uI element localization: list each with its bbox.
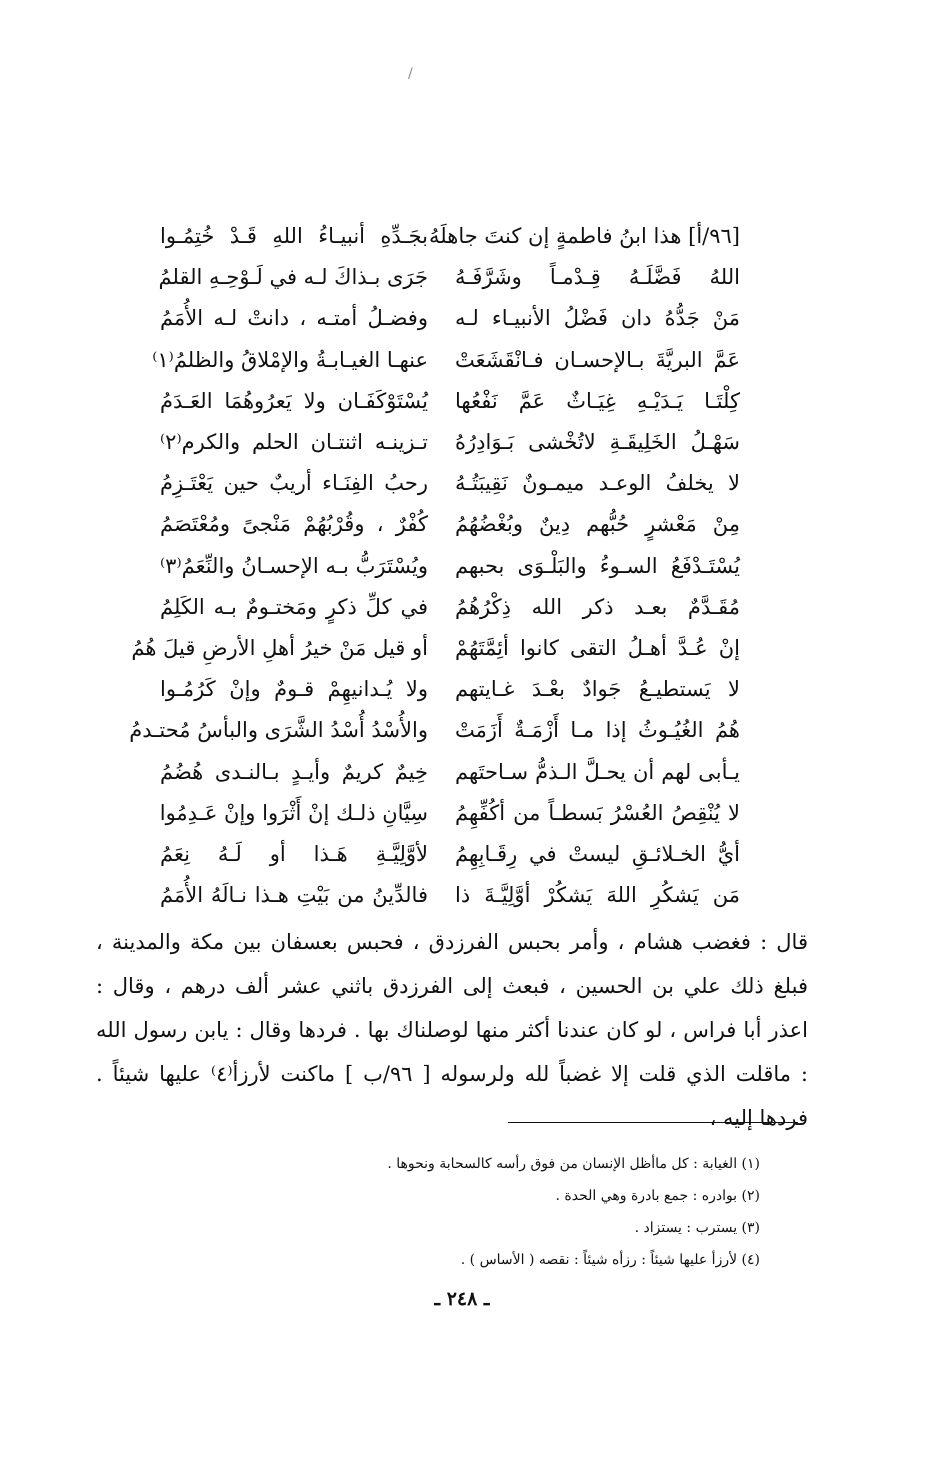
verse-second-hemistich: يُسْتَوْكَفَـان ولا يَعرُوهُمَا العَـدَمُ bbox=[160, 388, 428, 413]
verse-first-hemistich: اللهُ فَضَّلَـهُ قِـدْمـاً وشَرَّفَـهُ bbox=[455, 265, 740, 290]
verse-second-hemistich: خِيمٌ كريمٌ وأيـدٍ بـالنـدى هُضُمُ bbox=[160, 759, 428, 784]
verse-row bbox=[160, 793, 740, 834]
verse-row bbox=[160, 463, 740, 504]
verse-row bbox=[160, 216, 740, 257]
verse-row bbox=[131, 628, 740, 669]
verse-row bbox=[152, 340, 740, 381]
verse-row bbox=[160, 504, 740, 545]
verse-second-hemistich: ويُسْتَرَبُّ بـه الإحسـانُ والنِّعَمُ⁽٣⁾ bbox=[160, 553, 428, 578]
verse-first-hemistich: عَمَّ البريَّةَ بـالإحسـان فـانْقَشَعَتْ bbox=[455, 347, 740, 372]
poem bbox=[129, 216, 740, 916]
verse-second-hemistich: بجَـدِّهِ أنبيـاءُ اللهِ قَـدْ خُتِمُـوا bbox=[160, 224, 428, 249]
top-mark: / bbox=[408, 66, 413, 82]
verse-first-hemistich: لا يُنْقِصُ العُسْرُ بَسطـاً من أكُفِّهِمُ bbox=[455, 800, 740, 825]
verse-row bbox=[160, 669, 740, 710]
prose-paragraph: قال : فغضب هشام ، وأمر بحبس الفرزدق ، فحبس بعسفان بين مكة والمدينة ، فبلغ ذلك علي بن الحسين ، فبعث إلى الفرزدق باثني عشر ألف درهم ، وقال : اعذر أبا فراس ، لو كان عندنا أكثر منها لوصلناك بها . فردها وقال : يابن رسول الله : ماقلت الذي قلت إلا غضباً لله ولرسوله [ ٩٦/ب ] ماكنت لأرزأ⁽٤⁾ عليها شيئاً . فردها إليه ، bbox=[96, 930, 808, 1130]
verse-row bbox=[160, 875, 740, 916]
verse-row bbox=[160, 587, 740, 628]
verse-row bbox=[160, 381, 740, 422]
verse-second-hemistich: جَرَى بـذاكَ لـه في لَـوْحِـهِ القلمُ bbox=[158, 265, 428, 290]
verse-row bbox=[160, 298, 740, 339]
footnotes bbox=[300, 1148, 760, 1276]
verse-row bbox=[129, 710, 740, 751]
verse-second-hemistich: سِيَّانِ ذلـك إنْ أَثْرَوا وإنْ عَـدِمُوا bbox=[159, 800, 428, 825]
verse-second-hemistich: كُفْرٌ ، وقُرْبُهُمْ مَنْجىً ومُعْتَصَمُ bbox=[160, 512, 428, 537]
verse-second-hemistich: في كلِّ ذكرٍ ومَختـومٌ بـه الكَلِمُ bbox=[160, 594, 428, 619]
verse-row bbox=[160, 751, 740, 792]
footnote-divider bbox=[508, 1122, 798, 1123]
verse-second-hemistich: عنهـا الغيـابـةُ والإمْلاقُ والظلمُ⁽١⁾ bbox=[152, 347, 428, 372]
footnote: (١) الغيابة : كل ماأظل الإنسان من فوق رأسه كالسحابة ونحوها . bbox=[387, 1156, 760, 1172]
verse-first-hemistich: مَنْ جَدُّهُ دان فَضْلُ الأنبيـاء لـه bbox=[455, 306, 740, 331]
footnote: (٣) يسترب : يستزاد . bbox=[634, 1220, 760, 1236]
verse-row bbox=[160, 834, 740, 875]
verse-row bbox=[160, 422, 740, 463]
verse-second-hemistich: وفضـلُ أمتـه ، دانتْ لـه الأُمَمُ bbox=[160, 306, 428, 331]
page-number: ـ ٢٤٨ ـ bbox=[434, 1288, 490, 1310]
verse-second-hemistich: تـزينـه اثنتـان الحلم والكرم⁽٢⁾ bbox=[160, 430, 428, 455]
verse-second-hemistich: رحبُ الفِنَـاء أريبٌ حين يَعْتَـزِمُ bbox=[160, 471, 428, 496]
verse-first-hemistich: هُمُ الغُيُـوثُ إذا مـا أَزْمَـةٌ أَزَمَتْ bbox=[455, 718, 740, 743]
verse-second-hemistich: فالدِّينُ من بَيْتِ هـذا نـالَهُ الأُمَمُ bbox=[160, 883, 428, 908]
footnote: (٤) لأرزأ عليها شيئاً : رزأه شيئاً : نقصه ( الأساس ) . bbox=[460, 1252, 760, 1268]
verse-first-hemistich: يـأبى لهم أن يحـلَّ الـذمُّ سـاحتَهم bbox=[455, 759, 740, 784]
verse-first-hemistich: [٩٦/أ] هذا ابنُ فاطمةٍ إن كنتَ جاهلَهُ bbox=[429, 224, 740, 249]
verse-row bbox=[160, 257, 740, 298]
verse-first-hemistich: مُقَـدَّمٌ بعـد ذكر الله ذِكْرُهُمُ bbox=[455, 594, 740, 619]
verse-first-hemistich: مِنْ مَعْشرٍ حُبُّهم دِينٌ وبُغْضُهُمُ bbox=[455, 512, 740, 537]
verse-first-hemistich: كِلْتَـا يَـدَيْـهِ غِيَـاثٌ عَمَّ نَفْعُها bbox=[455, 388, 740, 413]
verse-first-hemistich: أيُّ الخـلائـقِ ليستْ في رِقَـابِهِمُ bbox=[455, 841, 740, 866]
verse-first-hemistich: إنْ عُـدَّ أهـلُ التقى كانوا أئِمَّتَهُمْ bbox=[455, 635, 740, 660]
verse-second-hemistich: لأوَّلِيَّـةِ هَـذا أو لَـهُ نِعَمُ bbox=[160, 841, 428, 866]
verse-second-hemistich: ولا يُـدانيهِمْ قـومٌ وإنْ كَرُمُـوا bbox=[160, 677, 428, 702]
footnote: (٢) بوادره : جمع بادرة وهي الحدة . bbox=[555, 1188, 760, 1204]
verse-first-hemistich: لا يَستطيـعُ جَوادٌ بعْـدَ غـايتهم bbox=[455, 677, 740, 702]
verse-second-hemistich: أو قيل مَنْ خيرُ أهلِ الأرضِ قيلَ هُمُ bbox=[131, 635, 428, 660]
verse-first-hemistich: لا يخلفُ الوعـد ميمـونٌ نَقِيبَتُـهُ bbox=[455, 471, 740, 496]
verse-row bbox=[160, 546, 740, 587]
verse-first-hemistich: سَهْـلُ الخَلِيقَـةِ لاتُخْشى بَـوَادِرُهُ bbox=[455, 430, 740, 455]
verse-first-hemistich: مَن يَشكُرِ اللهَ يَشكُرْ أوَّلِيَّـةَ ذا bbox=[455, 883, 740, 908]
verse-first-hemistich: يُسْتَـدْفَعُ السـوءُ والبَلْـوَى بحبهم bbox=[455, 553, 740, 578]
verse-second-hemistich: والأُسْدُ أُسْدُ الشَّرَى والبأسُ مُحتـدمُ bbox=[129, 718, 428, 743]
